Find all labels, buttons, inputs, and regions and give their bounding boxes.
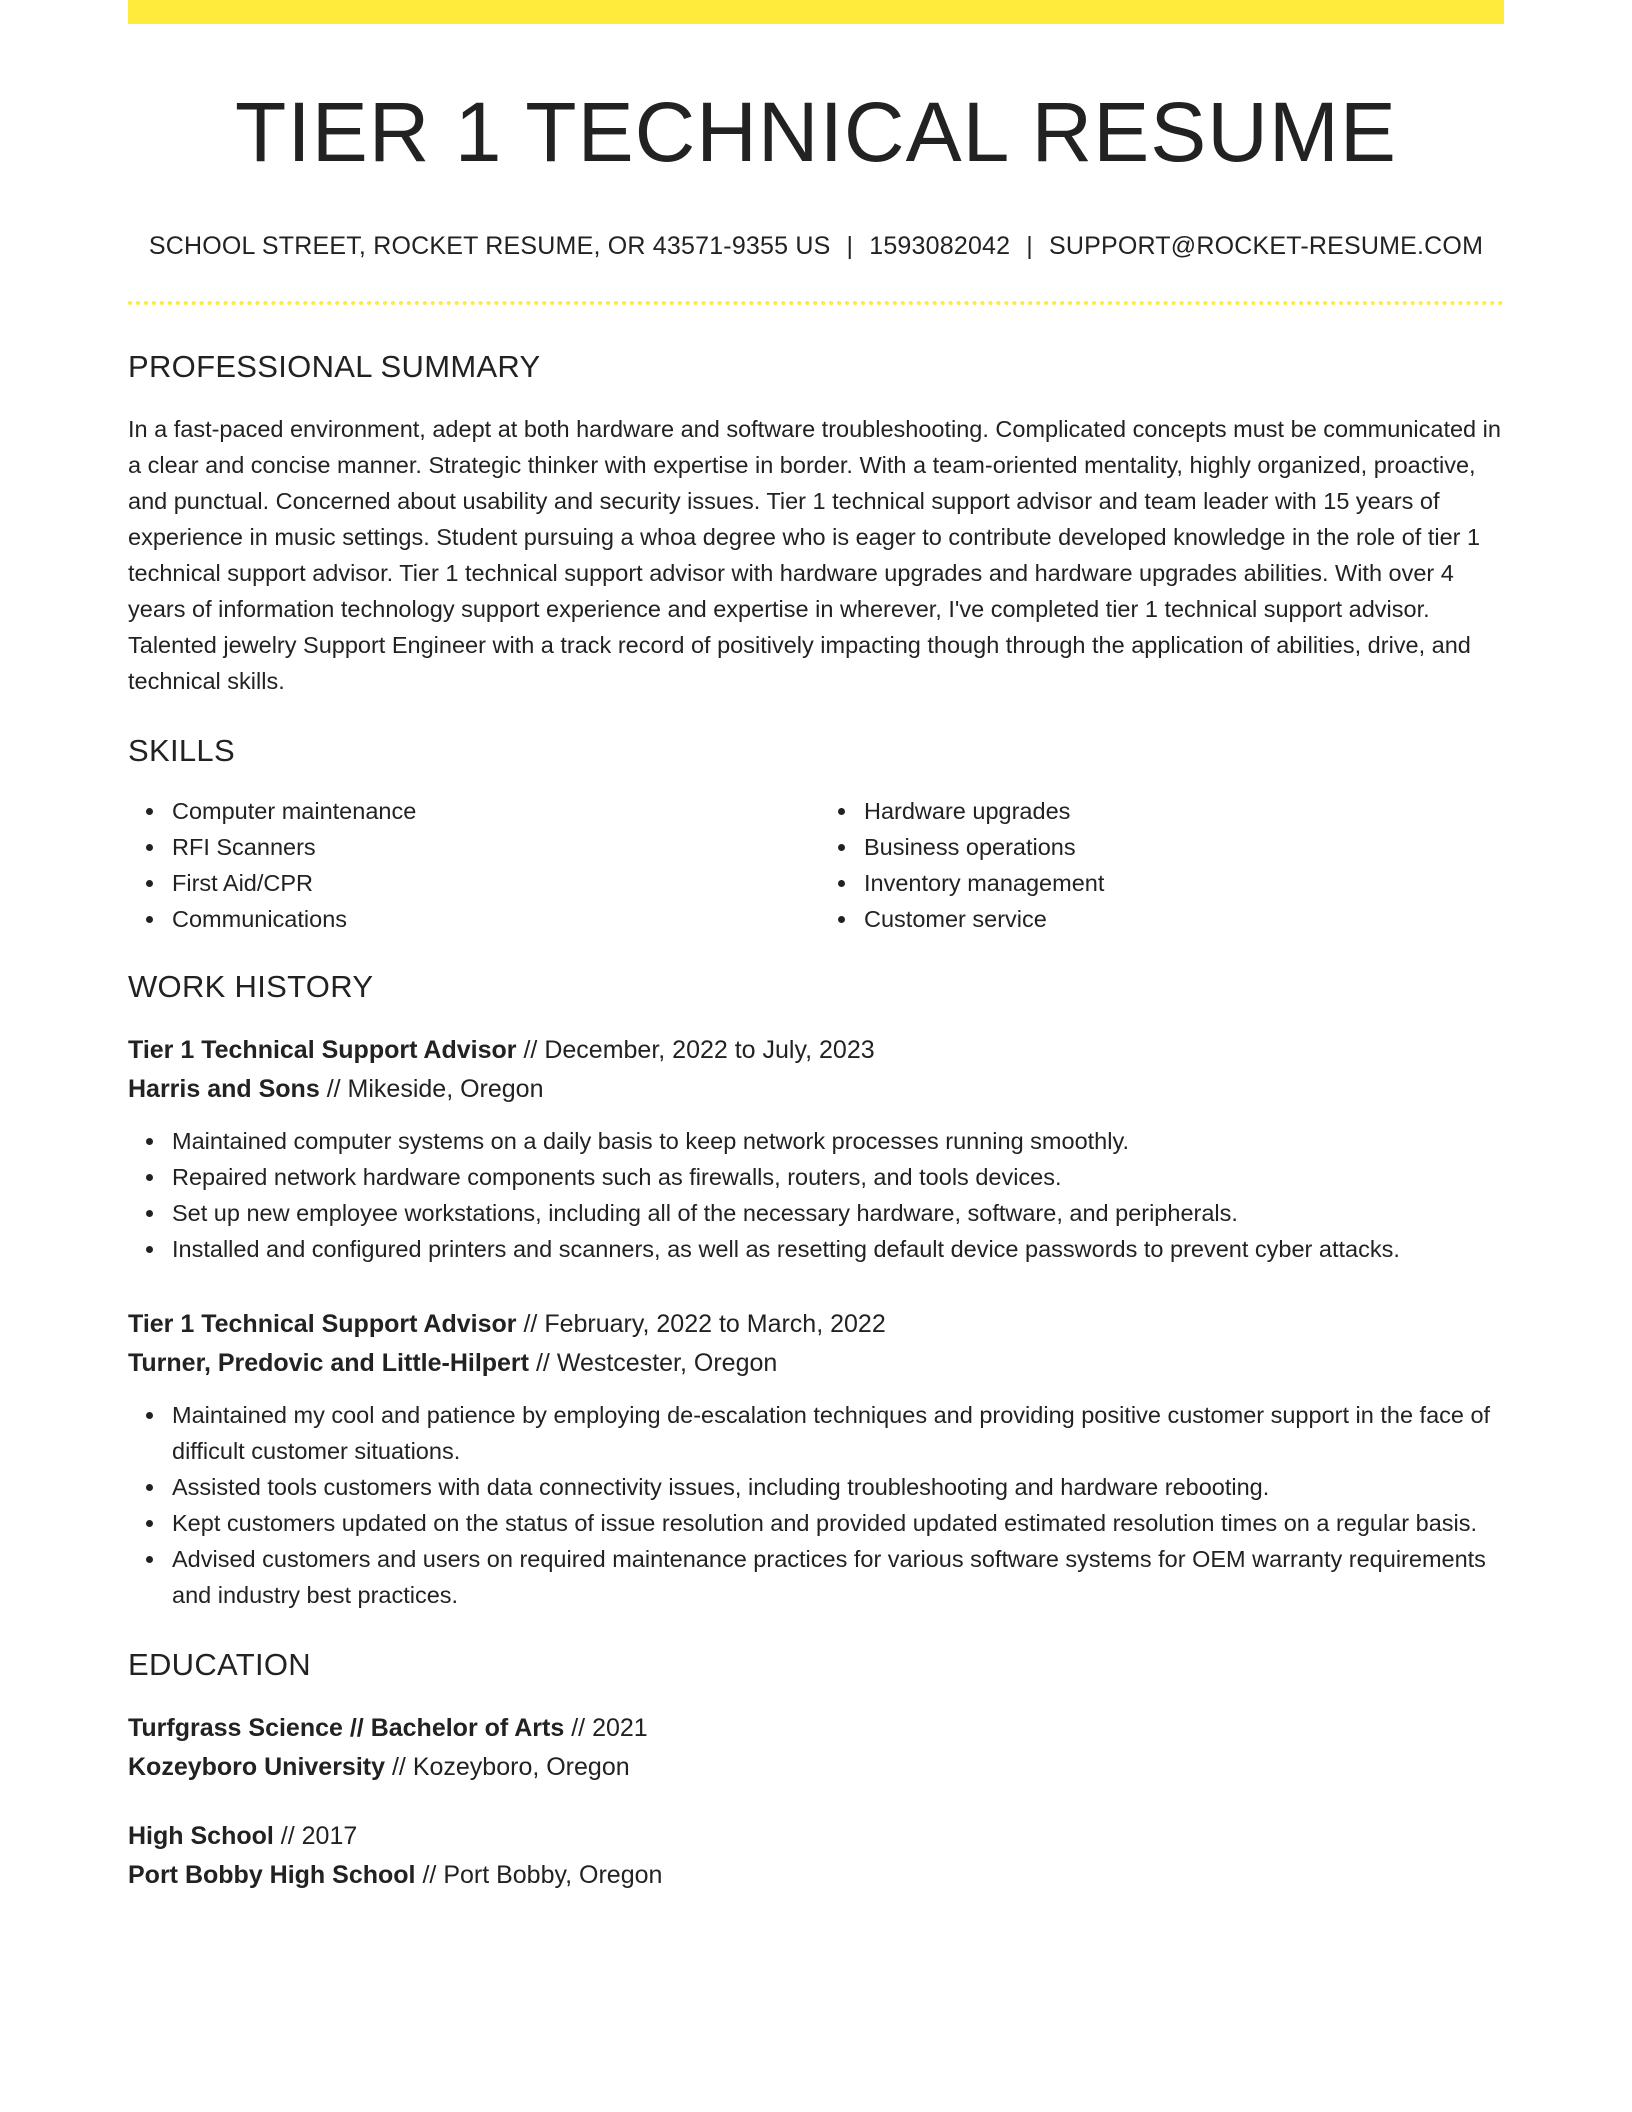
skills-grid (128, 793, 1504, 937)
job-dates: February, 2022 to March, 2022 (544, 1310, 886, 1339)
job-bullet: Maintained my cool and patience by employing de-escalation techniques and providing positive customer support in the face of difficult customer situations. (172, 1397, 1504, 1469)
contact-line (128, 232, 1504, 261)
job-bullet: Advised customers and users on required maintenance practices for various software systems for OEM warranty requirements and industry best practices. (172, 1541, 1504, 1613)
job-bullet: Kept customers updated on the status of issue resolution and provided updated estimated resolution times on a regular basis. (172, 1505, 1504, 1541)
job-bullet: Maintained computer systems on a daily basis to keep network processes running smoothly. (172, 1123, 1504, 1159)
skill-item: Inventory management (864, 865, 1504, 901)
edu-school: Port Bobby High School (128, 1861, 416, 1890)
divider: // (535, 1349, 550, 1378)
edu-location: Port Bobby, Oregon (443, 1861, 663, 1890)
skills-heading: SKILLS (128, 733, 235, 769)
edu-year: 2021 (592, 1714, 648, 1743)
divider: // (391, 1753, 406, 1782)
job-location: Westcester, Oregon (556, 1349, 778, 1378)
header-divider (128, 301, 1504, 305)
skills-column-left (128, 793, 816, 937)
edu-degree: High School (128, 1822, 274, 1851)
skill-item: Communications (172, 901, 816, 937)
contact-separator: | (846, 232, 854, 261)
summary-section (128, 349, 1504, 699)
skill-item: Customer service (864, 901, 1504, 937)
top-accent-bar (128, 0, 1504, 24)
job-company: Harris and Sons (128, 1075, 320, 1104)
divider: // (422, 1861, 437, 1890)
edu-school-line (128, 1856, 1504, 1895)
work-history-heading: WORK HISTORY (128, 969, 374, 1005)
job-role-line (128, 1031, 1504, 1070)
contact-phone[interactable]: 1593082042 (869, 232, 1011, 261)
skills-section (128, 733, 1504, 937)
job-bullet: Set up new employee workstations, including all of the necessary hardware, software, and peripherals. (172, 1195, 1504, 1231)
summary-text: In a fast-paced environment, adept at both hardware and software troubleshooting. Complicated concepts must be communicated in a clear and concise manner. Strategic thinker with expertise in border. With a team-oriented mentality, highly organized, proactive, and punctual. Concerned about usability and security issues. Tier 1 technical support advisor and team leader with 15 years of experience in music settings. Student pursuing a whoa degree who is eager to contribute developed knowledge in the role of tier 1 technical support advisor. Tier 1 technical support advisor with hardware upgrades and hardware upgrades abilities. With over 4 years of information technology support experience and expertise in wherever, I've completed tier 1 technical support advisor. Talented jewelry Support Engineer with a track record of positively impacting though through the application of abilities, drive, and technical skills. (128, 416, 1501, 695)
job-company: Turner, Predovic and Little-Hilpert (128, 1349, 529, 1378)
work-history-section (128, 969, 1504, 1613)
job-location: Mikeside, Oregon (347, 1075, 544, 1104)
skill-item: Hardware upgrades (864, 793, 1504, 829)
contact-address: SCHOOL STREET, ROCKET RESUME, OR 43571-9355 US (148, 232, 831, 261)
edu-degree-line (128, 1709, 1504, 1748)
skills-column-right (816, 793, 1504, 937)
job-entry (128, 1031, 1504, 1267)
job-bullet: Assisted tools customers with data connectivity issues, including troubleshooting and hardware rebooting. (172, 1469, 1504, 1505)
skill-item: Business operations (864, 829, 1504, 865)
contact-separator: | (1026, 232, 1033, 261)
resume-title: TIER 1 TECHNICAL RESUME (235, 85, 1397, 179)
job-company-line (128, 1344, 1504, 1383)
job-role: Tier 1 Technical Support Advisor (128, 1310, 517, 1339)
education-heading: EDUCATION (128, 1647, 311, 1683)
summary-heading: PROFESSIONAL SUMMARY (128, 349, 541, 385)
edu-year: 2017 (301, 1822, 358, 1851)
edu-location: Kozeyboro, Oregon (412, 1753, 630, 1782)
contact-email[interactable]: SUPPORT@ROCKET-RESUME.COM (1048, 232, 1484, 261)
education-section (128, 1647, 1504, 1895)
job-bullet: Repaired network hardware components such as firewalls, routers, and tools devices. (172, 1159, 1504, 1195)
skill-item: First Aid/CPR (172, 865, 816, 901)
resume-page (128, 0, 1504, 1895)
divider: // (280, 1822, 295, 1851)
edu-school-line (128, 1748, 1504, 1787)
divider: // (523, 1310, 538, 1339)
education-entry (128, 1817, 1504, 1895)
skill-item: RFI Scanners (172, 829, 816, 865)
divider: // (523, 1036, 538, 1065)
job-company-line (128, 1070, 1504, 1109)
job-bullet: Installed and configured printers and scanners, as well as resetting default device passwords to prevent cyber attacks. (172, 1231, 1504, 1267)
edu-degree-line (128, 1817, 1504, 1856)
divider: // (326, 1075, 341, 1104)
edu-school: Kozeyboro University (128, 1753, 386, 1782)
job-dates: December, 2022 to July, 2023 (544, 1036, 875, 1065)
edu-degree: Turfgrass Science // Bachelor of Arts (128, 1714, 565, 1743)
divider: // (571, 1714, 586, 1743)
job-role: Tier 1 Technical Support Advisor (128, 1036, 517, 1065)
job-entry (128, 1305, 1504, 1613)
education-entry (128, 1709, 1504, 1787)
skill-item: Computer maintenance (172, 793, 816, 829)
job-role-line (128, 1305, 1504, 1344)
